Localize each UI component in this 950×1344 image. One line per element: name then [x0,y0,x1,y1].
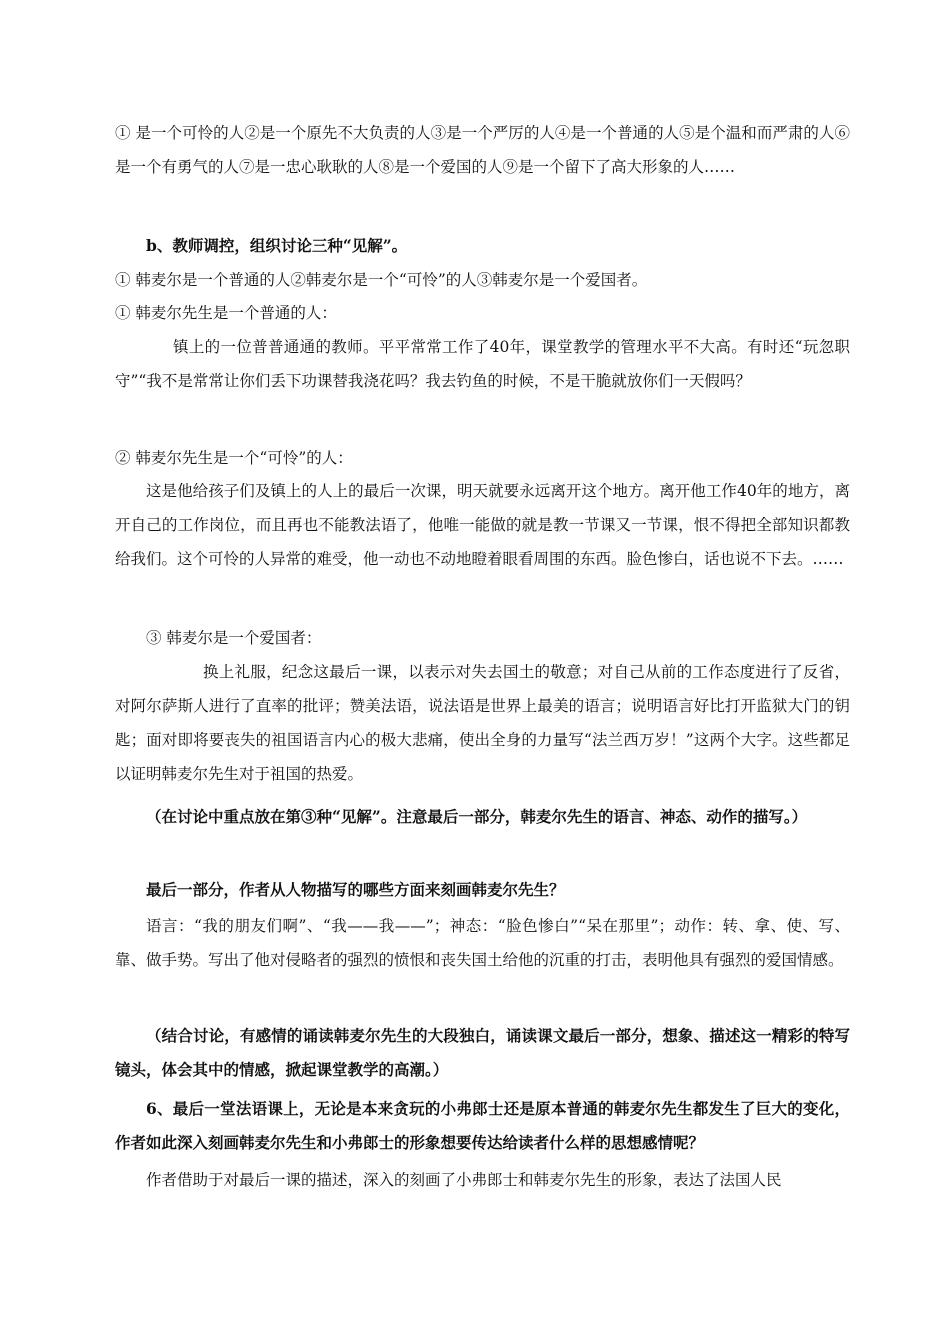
paragraph-answer-6: 作者借助于对最后一课的描述，深入的刻画了小弗郎士和韩麦尔先生的形象，表达了法国人民 [146,1171,782,1189]
heading-ordinary-person: ① 韩麦尔先生是一个普通的人： [115,304,337,322]
paragraph-ordinary-person: 镇上的一位普普通通的教师。平平常常工作了40年，课堂教学的管理水平不大高。有时还“玩忽职守”“我不是常常让你们丢下功课替我浇花吗？我去钓鱼的时候，不是干脆就放你们一天假吗？ [115,338,850,390]
paragraph-description-answer: 语言：“我的朋友们啊”、“我——我——”；神态：“脸色惨白”“呆在那里”；动作：转、拿、使、写、靠、做手势。写出了他对侵略者的强烈的愤恨和丧失国土给他的沉重的打击，表明他具有强烈的爱国情感。 [115,917,850,969]
paragraph-teacher-guidance: b、教师调控，组织讨论三种“见解”。 [146,236,408,255]
paragraph-three-views: ① 韩麦尔是一个普通的人②韩麦尔是一个“可怜”的人③韩麦尔是一个爱国者。 [115,271,648,289]
paragraph-pitiful-person: 这是他给孩子们及镇上的人上的最后一次课，明天就要永远离开这个地方。离开他工作40年的地方，离开自己的工作岗位，而且再也不能教法语了，他唯一能做的就是教一节课又一节课，恨不得把全部知识都教给我们。这个可怜的人异常的难受，他一动也不动地瞪着眼看周围的东西。脸色惨白，话也说不下去。…… [115,482,850,568]
paragraph-patriot: 换上礼服，纪念这最后一课，以表示对失去国土的敬意；对自己从前的工作态度进行了反省，对阿尔萨斯人进行了直率的批评；赞美法语，说法语是世界上最美的语言；说明语言好比打开监狱大门的钥匙；面对即将要丧失的祖国语言内心的极大悲痛，使出全身的力量写“法兰西万岁！”这两个大字。这些都足以证明韩麦尔先生对于祖国的热爱。 [115,663,850,783]
heading-pitiful-person: ② 韩麦尔先生是一个“可怜”的人： [115,449,353,467]
paragraph-description-question: 最后一部分，作者从人物描写的哪些方面来刻画韩麦尔先生？ [146,880,565,899]
heading-patriot: ③ 韩麦尔是一个爱国者： [146,629,322,647]
paragraph-discussion-note: （在讨论中重点放在第③种“见解”。注意最后一部分，韩麦尔先生的语言、神态、动作的描写。） [146,807,808,826]
paragraph-reading-note: （结合讨论，有感情的诵读韩麦尔先生的大段独白，诵读课文最后一部分，想象、描述这一精彩的特写镜头，体会其中的情感，掀起课堂教学的高潮。） [115,1026,850,1079]
paragraph-question-6: 6、最后一堂法语课上，无论是本来贪玩的小弗郎士还是原本普通的韩麦尔先生都发生了巨大的变化，作者如此深入刻画韩麦尔先生和小弗郎士的形象想要传达给读者什么样的思想感情呢？ [115,1099,850,1152]
paragraph-traits-list: ① 是一个可怜的人②是一个原先不大负责的人③是一个严厉的人④是一个普通的人⑤是个温和而严肃的人⑥是一个有勇气的人⑦是一忠心耿耿的人⑧是一个爱国的人⑨是一个留下了高大形象的人…… [115,124,850,176]
